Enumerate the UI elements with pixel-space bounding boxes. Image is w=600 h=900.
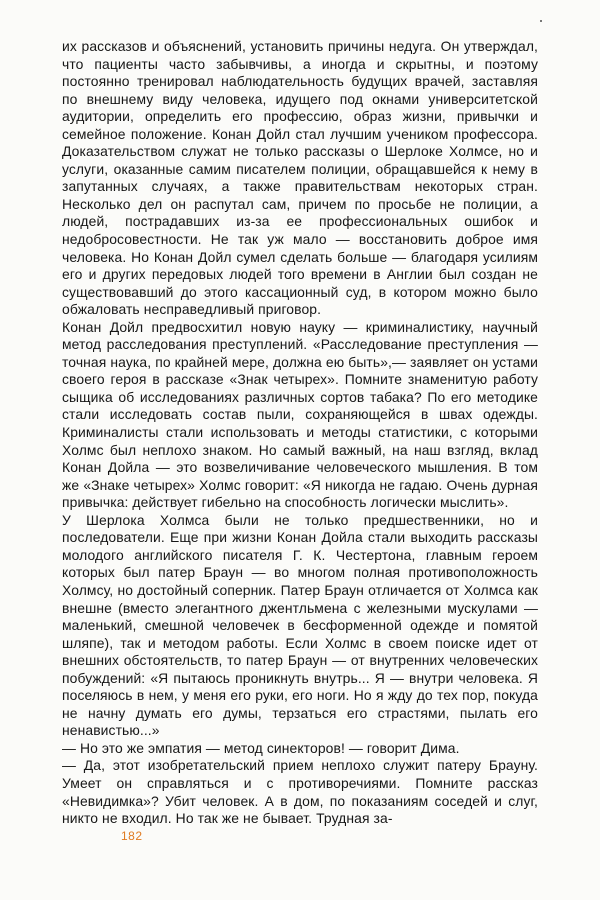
page-number: 182 <box>121 829 143 843</box>
paragraph-4: — Но это же эмпатия — метод синекторов! — говорит Дима. <box>62 739 460 756</box>
paragraph-2: Конан Дойл предвосхитил новую науку — криминалистику, научный метод расследования преступлений. «Расследование преступления — точная наука, по крайней мере, должна ею быть»,— заявляет он устами своего героя в рассказе «Знак четырех». Помните знаменитую работу сыщика об исследованиях различных сортов табака? По его методике стали исследовать состав пыли, сохраняющейся в швах одежды. Криминалисты стали использовать и методы статистики, с которыми Холмс был неплохо знаком. Но самый важный, на наш взгляд, вклад Конан Дойла — это возвеличивание человеческого мышления. В том же «Знаке четырех» Холмс говорит: «Я никогда не гадаю. Очень дурная привычка: действует гибельно на способность логически мыслить». <box>62 318 538 511</box>
paragraph-3: У Шерлока Холмса были не только предшественники, но и последователи. Еще при жизни Конан Дойла стали выходить рассказы молодого английского писателя Г. К. Честертона, главным героем которых был патер Браун — во многом полная противоположность Холмсу, но достойный соперник. Патер Браун отличается от Холмса как внешне (вместо элегантного джентльмена с железными мускулами — маленький, смешной человечек в бесформенной одежде и помятой шляпе), так и методом работы. Если Холмс в своем поиске идет от внешних обстоятельств, то патер Браун — от внутренних человеческих побуждений: «Я пытаюсь проникнуть внутрь... Я — внутри человека. Я поселяюсь в нем, у меня его руки, его ноги. Но я жду до тех пор, покуда не начну думать его думы, терзаться его страстями, пылать его ненавистью...» <box>62 511 538 739</box>
scan-mark <box>540 20 542 22</box>
body-text <box>62 38 538 828</box>
paragraph-1: их рассказов и объяснений, установить причины недуга. Он утверждал, что пациенты часто забывчивы, а иногда и скрытны, и поэтому постоянно тренировал наблюдательность будущих врачей, заставляя по внешнему виду человека, идущего под окнами университетской аудитории, определить его профессию, образ жизни, привычки и семейное положение. Конан Дойл стал лучшим учеником профессора. Доказательством служат не только рассказы о Шерлоке Холмсе, но и услуги, оказанные самим писателем полиции, обращавшейся к нему в запутанных случаях, а также правительствам некоторых стран. Несколько дел он распутал сам, причем по просьбе не полиции, а людей, пострадавших из-за ее профессиональных ошибок и недобросовестности. Не так уж мало — восстановить доброе имя человека. Но Конан Дойл сумел сделать больше — благодаря усилиям его и других передовых людей того времени в Англии был создан не существовавший до этого кассационный суд, в котором можно было обжаловать несправедливый приговор. <box>62 38 538 318</box>
paragraph-5: — Да, этот изобретательский прием неплохо служит патеру Брауну. Умеет он справляться и с противоречиями. Помните рассказ «Невидимка»? Убит человек. А в дом, по показаниям соседей и слуг, никто не входил. Но так же не бывает. Трудная за- <box>62 757 538 827</box>
